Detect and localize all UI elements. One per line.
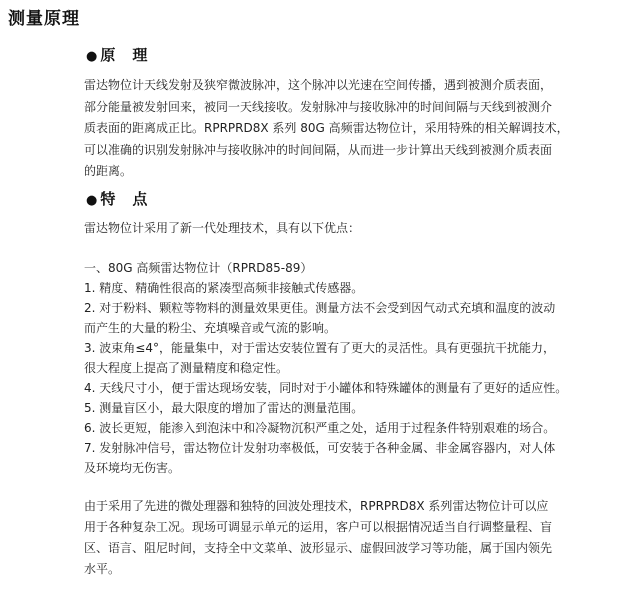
list-item: 及环境均无伤害。 [84, 461, 181, 475]
list-item: 1. 精度、精确性很高的紧凑型高频非接触式传感器。 [84, 281, 364, 295]
list-item: 5. 测量盲区小，最大限度的增加了雷达的测量范围。 [84, 401, 364, 415]
summary-line: 水平。 [84, 562, 121, 576]
principle-line: 的距离。 [84, 164, 133, 178]
summary-paragraph [84, 496, 624, 580]
summary-line: 用于各种复杂工况。现场可调显示单元的运用，客户可以根据情况适当自行调整量程、盲 [84, 520, 553, 534]
features-heading-text: 特 点 [100, 190, 149, 208]
principle-line: 部分能量被发射回来，被同一天线接收。发射脉冲与接收脉冲的时间间隔与天线到被测介 [84, 99, 553, 114]
principle-heading-text: 原 理 [100, 46, 149, 64]
list-item: 7. 发射脉冲信号，雷达物位计发射功率极低，可安装于各种金属、非金属容器内，对人体 [84, 441, 556, 455]
principle-heading [86, 44, 148, 65]
list-item: 很大程度上提高了测量精度和稳定性。 [84, 361, 289, 375]
list-item: 而产生的大量的粉尘、充填噪音或气流的影响。 [84, 321, 337, 335]
list-item: 3. 波束角≤4°，能量集中，对于雷达安装位置有了更大的灵活性。具有更强抗干扰能力， [84, 341, 555, 355]
list-item: 6. 波长更短，能渗入到泡沫中和冷凝物沉积严重之处，适用于过程条件特别艰难的场合。 [84, 421, 556, 435]
page-title: 测量原理 [8, 9, 80, 29]
bullet-icon: ● [86, 193, 99, 208]
summary-line: 由于采用了先进的微处理器和独特的回波处理技术，RPRPRD8X 系列雷达物位计可以应 [84, 499, 549, 513]
features-list [84, 278, 629, 478]
principle-line: 可以准确的识别发射脉冲与接收脉冲的时间间隔，从而进一步计算出天线到被测介质表面 [84, 142, 553, 157]
principle-paragraph [84, 75, 624, 183]
list-item: 2. 对于粉料、颗粒等物料的测量效果更佳。测量方法不会受到因气动式充填和温度的波动 [84, 301, 556, 315]
features-heading [86, 188, 148, 209]
list-item: 4. 天线尺寸小，便于雷达现场安装，同时对于小罐体和特殊罐体的测量有了更好的适应性。 [84, 381, 568, 395]
principle-line: 雷达物位计天线发射及狭窄微波脉冲，这个脉冲以光速在空间传播，遇到被测介质表面， [84, 78, 553, 92]
bullet-icon: ● [86, 49, 99, 64]
summary-line: 区、语言、阻尼时间，支持全中文菜单、波形显示、虚假回波学习等功能，属于国内领先 [84, 541, 553, 555]
features-intro-text: 雷达物位计采用了新一代处理技术，具有以下优点： [84, 221, 361, 235]
features-subtitle-text: 一、80G 高频雷达物位计（RPRD85-89） [84, 261, 313, 275]
principle-line: 质表面的距离成正比。RPRPRD8X 系列 80G 高频雷达物位计，采用特殊的相关解调技术， [84, 121, 569, 135]
features-subtitle [84, 258, 624, 280]
features-intro [84, 218, 624, 240]
